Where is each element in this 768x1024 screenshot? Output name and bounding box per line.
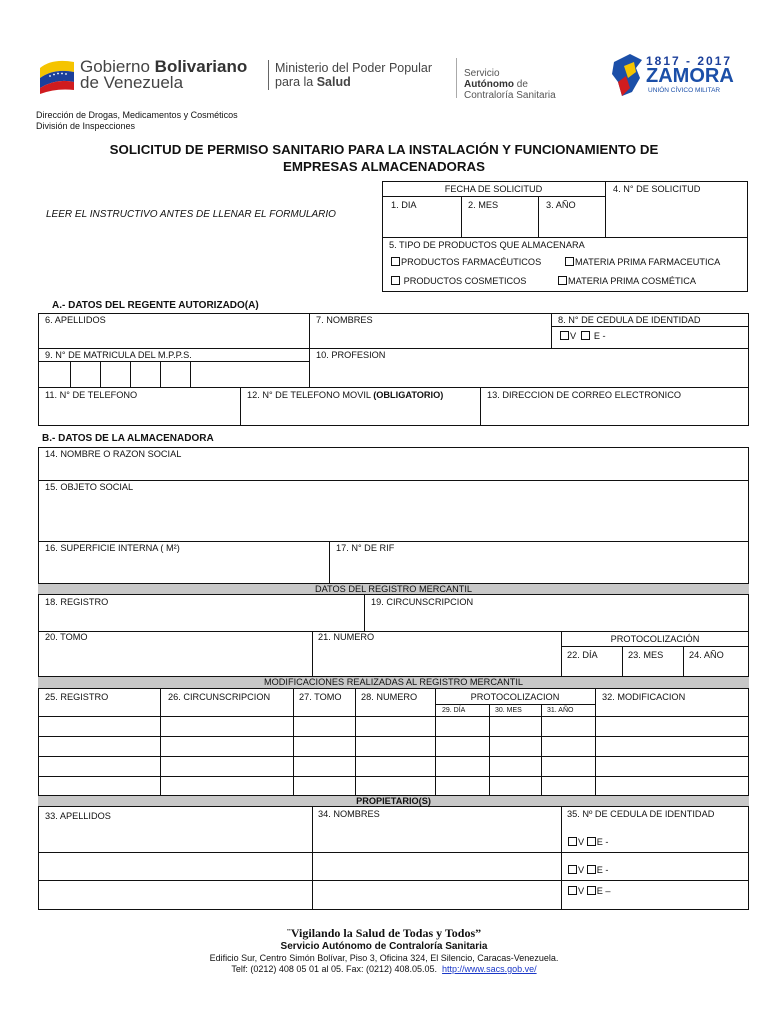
numero-solicitud-label: 4. N° DE SOLICITUD	[613, 184, 701, 194]
mod-modificacion-header: 32. MODIFICACION	[602, 692, 686, 702]
telefono-label: 11. N° DE TELEFONO	[45, 390, 138, 400]
instructions-note: LEER EL INSTRUCTIVO ANTES DE LLENAR EL FORMULARIO	[46, 209, 336, 220]
ministry-line2: para la Salud	[275, 75, 351, 89]
checkbox[interactable]	[391, 276, 400, 285]
fecha-solicitud-label: FECHA DE SOLICITUD	[444, 184, 543, 194]
zamora-subtitle: UNIÓN CÍVICO MILITAR	[648, 87, 721, 94]
regente-nombres-label: 7. NOMBRES	[316, 315, 373, 325]
option-productos-cosmeticos[interactable]: PRODUCTOS COSMETICOS	[391, 276, 526, 287]
cedula-type-options[interactable]: V E -	[560, 331, 606, 342]
zamora-name: ZAMORA	[646, 65, 734, 87]
checkbox-e[interactable]	[587, 837, 596, 846]
section-a-table	[38, 313, 749, 426]
registro-label: 18. REGISTRO	[45, 597, 109, 607]
matricula-label: 9. N° DE MATRICULA DEL M.P.P.S.	[45, 350, 192, 360]
website-link[interactable]: http://www.sacs.gob.ve/	[442, 964, 537, 974]
anio-label: 3. AÑO	[546, 200, 576, 210]
form-title: SOLICITUD DE PERMISO SANITARIO PARA LA INSTALACIÓN Y FUNCIONAMIENTO DE EMPRESAS ALMACENADORAS	[109, 142, 659, 174]
header-divider	[456, 58, 457, 98]
mod-protocolizacion-header: PROTOCOLIZACION	[470, 692, 560, 702]
page-header	[0, 44, 768, 106]
service-name: Servicio Autónomo de Contraloría Sanitaria	[464, 68, 556, 101]
mod-tomo-header: 27. TOMO	[299, 692, 342, 702]
gov-name-line2: de Venezuela	[80, 73, 184, 92]
mod-dia-header: 29. DÍA	[442, 707, 466, 714]
department-info	[36, 110, 238, 132]
rif-label: 17. N° DE RIF	[336, 543, 395, 553]
checkbox-v[interactable]	[568, 837, 577, 846]
regente-apellidos-label: 6. APELLIDOS	[45, 315, 106, 325]
prop-cedula-options-1[interactable]: V E -	[568, 837, 608, 848]
razon-social-label: 14. NOMBRE O RAZON SOCIAL	[45, 449, 182, 459]
propietarios-band: PROPIETARIO(S)	[38, 795, 749, 807]
mod-numero-header: 28. NUMERO	[361, 692, 418, 702]
mod-registro-header: 25. REGISTRO	[45, 692, 109, 702]
checkbox-v[interactable]	[568, 886, 577, 895]
checkbox[interactable]	[565, 257, 574, 266]
checkbox-v[interactable]	[560, 331, 569, 340]
prop-apellidos-label: 33. APELLIDOS	[45, 811, 111, 821]
prop-cedula-label: 35. Nº DE CEDULA DE IDENTIDAD	[567, 809, 715, 819]
regente-cedula-label: 8. N° DE CEDULA DE IDENTIDAD	[558, 315, 701, 325]
checkbox-e[interactable]	[581, 331, 590, 340]
footer-contact: Telf: (0212) 408 05 01 al 05. Fax: (0212) 408.05.05. http://www.sacs.gob.ve/	[231, 964, 537, 974]
prop-cedula-options-2[interactable]: V E -	[568, 865, 608, 876]
option-materia-prima-farmaceutica[interactable]: MATERIA PRIMA FARMACEUTICA	[565, 257, 720, 268]
mes-label: 2. MES	[468, 200, 499, 210]
header-divider	[268, 60, 269, 90]
checkbox-v[interactable]	[568, 865, 577, 874]
section-b-title: B.- DATOS DE LA ALMACENADORA	[42, 433, 214, 444]
checkbox[interactable]	[391, 257, 400, 266]
footer-motto: ¨Vigilando la Salud de Todas y Todos”	[286, 926, 482, 940]
protocol-mes-label: 23. MES	[628, 650, 664, 660]
modificaciones-band: MODIFICACIONES REALIZADAS AL REGISTRO MERCANTIL	[38, 676, 749, 689]
prop-nombres-label: 34. NOMBRES	[318, 809, 380, 819]
protocol-dia-label: 22. DÍA	[567, 650, 598, 660]
tipo-productos-label: 5. TIPO DE PRODUCTOS QUE ALMACENARA	[389, 240, 585, 250]
section-a-title: A.- DATOS DEL REGENTE AUTORIZADO(A)	[52, 300, 259, 311]
checkbox-e[interactable]	[587, 886, 596, 895]
division-line: División de Inspecciones	[36, 121, 136, 131]
ministry-line1: Ministerio del Poder Popular	[275, 61, 433, 75]
profesion-label: 10. PROFESION	[316, 350, 386, 360]
department-line: Dirección de Drogas, Medicamentos y Cosméticos	[36, 110, 238, 120]
protocol-anio-label: 24. AÑO	[689, 650, 724, 660]
dia-label: 1. DIA	[391, 200, 417, 210]
superficie-label: 16. SUPERFICIE INTERNA ( M²)	[45, 543, 180, 553]
tomo-label: 20. TOMO	[45, 632, 88, 642]
gov-name-line1: Gobierno Bolivariano	[80, 57, 248, 76]
option-productos-farmaceuticos[interactable]: PRODUCTOS FARMACÉUTICOS	[391, 257, 541, 268]
numero-label: 21. NUMERO	[318, 632, 375, 642]
footer-organization: Servicio Autónomo de Contraloría Sanitaria	[280, 941, 488, 952]
checkbox-e[interactable]	[587, 865, 596, 874]
protocolizacion-label: PROTOCOLIZACIÓN	[610, 634, 700, 644]
venezuela-flag-logo	[38, 54, 76, 94]
zamora-emblem-icon	[610, 52, 646, 98]
circunscripcion-label: 19. CIRCUNSCRIPCION	[371, 597, 474, 607]
registro-mercantil-band: DATOS DEL REGISTRO MERCANTIL	[38, 583, 749, 595]
footer-address: Edificio Sur, Centro Simón Bolívar, Piso 3, Oficina 324, El Silencio, Caracas-Venezuela.	[209, 953, 559, 963]
prop-cedula-options-3[interactable]: V E –	[568, 886, 611, 897]
zamora-years: 1817 - 2017	[646, 54, 733, 68]
correo-label: 13. DIRECCION DE CORREO ELECTRONICO	[487, 390, 681, 400]
option-materia-prima-cosmetica[interactable]: MATERIA PRIMA COSMÉTICA	[558, 276, 696, 287]
checkbox[interactable]	[558, 276, 567, 285]
objeto-social-label: 15. OBJETO SOCIAL	[45, 482, 134, 492]
mod-anio-header: 31. AÑO	[547, 707, 574, 714]
mod-mes-header: 30. MES	[495, 707, 522, 714]
telefono-movil-label: 12. N° DE TELEFONO MOVIL (OBLIGATORIO)	[247, 390, 444, 400]
mod-circunscripcion-header: 26. CIRCUNSCRIPCION	[168, 692, 271, 702]
